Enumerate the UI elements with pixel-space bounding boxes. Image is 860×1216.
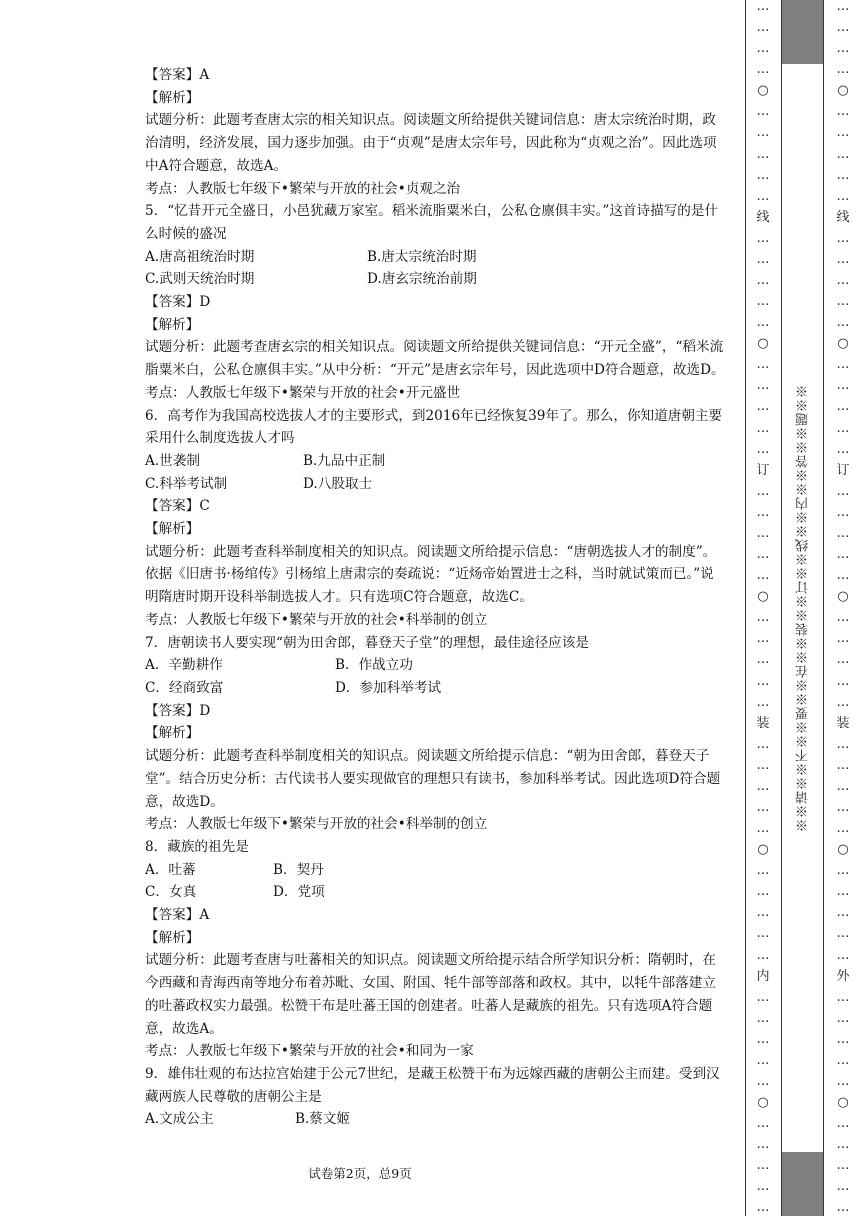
analysis-text: 试题分析：此题考查唐太宗的相关知识点。阅读题文所给提供关键词信息：唐太宗统治时期，政治清明，经济发展，国力逐步加强。由于“贞观”是唐太宗年号，因此称为“贞观之治”。因此选项中A符合题意，故选A。	[145, 112, 717, 174]
answer-label: 【答案】D	[145, 294, 211, 311]
outer-dot: …	[836, 504, 850, 520]
outer-circle-mark: ○	[837, 842, 849, 858]
analysis-label: 【解析】	[145, 725, 200, 742]
inner-dot: …	[756, 315, 770, 331]
outer-dot: …	[836, 0, 850, 14]
inner-dot: …	[756, 736, 770, 752]
outer-dot: …	[836, 989, 850, 1005]
outer-dot: …	[836, 294, 850, 310]
outer-dot: …	[836, 884, 850, 900]
knowledge-point: 考点：人教版七年级下•繁荣与开放的社会•科举制的创立	[145, 816, 488, 833]
outer-dot: …	[836, 1010, 850, 1026]
inner-char-0: 线	[756, 209, 770, 225]
inner-dot: …	[756, 884, 770, 900]
outer-dot: …	[836, 167, 850, 183]
inner-dot: …	[756, 1031, 770, 1047]
outer-dot: …	[836, 652, 850, 668]
question-7-stem: 7．唐朝读书人要实现“朝为田舍郎，暮登天子堂”的理想，最佳途径应该是	[145, 634, 589, 651]
inner-dot: …	[756, 62, 770, 78]
analysis-text: 试题分析：此题考查唐与吐蕃相关的知识点。阅读题文所给提示结合所学知识分析：隋朝时，在今西藏和青海西南等地分布着苏毗、女国、附国、牦牛部等部落和政权。其中，以牦牛部落建立的吐蕃政权实力最强。松赞干布是吐蕃王国的创建者。吐蕃人是藏族的祖先。只有选项A符合题意，故选A。	[145, 952, 716, 1037]
outer-dot: …	[836, 188, 850, 204]
inner-dot: …	[756, 1116, 770, 1132]
outer-dot: …	[836, 610, 850, 626]
inner-dot: …	[756, 926, 770, 942]
inner-dot: …	[756, 947, 770, 963]
question-9-stem: 9．雄伟壮观的布达拉宫始建于公元7世纪，是藏王松赞干布为远嫁西藏的唐朝公主而建。受到汉藏两族人民尊敬的唐朝公主是	[145, 1065, 720, 1105]
question-6-options-row1	[145, 450, 725, 473]
outer-dot: …	[836, 125, 850, 141]
inner-dot: …	[756, 20, 770, 36]
outer-dot: …	[836, 41, 850, 57]
outer-circle-mark: ○	[837, 589, 849, 605]
outer-dot: …	[836, 547, 850, 563]
inner-dot: …	[756, 441, 770, 457]
outer-char-3: 外	[836, 968, 850, 984]
knowledge-point: 考点：人教版七年级下•繁荣与开放的社会•贞观之治	[145, 180, 461, 197]
option-d: D.八股取士	[303, 475, 373, 492]
knowledge-point: 考点：人教版七年级下•繁荣与开放的社会•开元盛世	[145, 384, 461, 401]
inner-dot: …	[756, 989, 770, 1005]
outer-dot: …	[836, 1073, 850, 1089]
outer-dot: …	[836, 357, 850, 373]
question-8-options-row1	[145, 859, 725, 882]
inner-dot: …	[756, 504, 770, 520]
inner-dot: …	[756, 778, 770, 794]
question-8-stem: 8．藏族的祖先是	[145, 838, 249, 855]
question-9-options-row1	[145, 1108, 725, 1131]
outer-dot: …	[836, 905, 850, 921]
inner-dot: …	[756, 1010, 770, 1026]
inner-dot: …	[756, 1073, 770, 1089]
answer-label: 【答案】C	[145, 498, 210, 515]
outer-dot: …	[836, 378, 850, 394]
inner-dot: …	[756, 294, 770, 310]
inner-dot: …	[756, 230, 770, 246]
inner-circle-mark: ○	[757, 842, 769, 858]
analysis-label: 【解析】	[145, 316, 200, 333]
option-a: A.唐高祖统治时期	[145, 248, 255, 265]
question-6-options-row2	[145, 473, 725, 496]
outer-circle-mark: ○	[837, 336, 849, 352]
outer-dot: …	[836, 863, 850, 879]
question-6-stem: 6．高考作为我国高校选拔人才的主要形式，到2016年已经恢复39年了。那么，你知道唐朝主要采用什么制度选拔人才吗	[145, 407, 723, 447]
inner-dot: …	[756, 483, 770, 499]
outer-dot: …	[836, 230, 850, 246]
knowledge-point: 考点：人教版七年级下•繁荣与开放的社会•科举制的创立	[145, 611, 488, 628]
outer-dot: …	[836, 1031, 850, 1047]
inner-char-1: 订	[756, 462, 770, 478]
outer-dot: …	[836, 525, 850, 541]
outer-circle-mark: ○	[837, 83, 849, 99]
option-d: D.唐玄宗统治前期	[367, 271, 477, 288]
outer-dot: …	[836, 947, 850, 963]
option-b: B.蔡文姬	[295, 1111, 351, 1128]
inner-dot: …	[756, 652, 770, 668]
inner-circle-mark: ○	[757, 83, 769, 99]
outer-dot: …	[836, 20, 850, 36]
question-8-options-row2	[145, 881, 725, 904]
inner-dot: …	[756, 799, 770, 815]
question-7-options-row2	[145, 677, 725, 700]
option-b: B.唐太宗统治时期	[367, 248, 477, 265]
outer-dot: …	[836, 420, 850, 436]
option-a: A．辛勤耕作	[145, 657, 223, 674]
outer-dot: …	[836, 631, 850, 647]
inner-dot: …	[756, 1158, 770, 1174]
analysis-label: 【解析】	[145, 89, 200, 106]
outer-dot: …	[836, 799, 850, 815]
option-d: D．党项	[273, 884, 325, 901]
inner-dot: …	[756, 357, 770, 373]
inner-dot: …	[756, 1179, 770, 1195]
outer-dot: …	[836, 694, 850, 710]
binding-border-mid-right	[823, 0, 824, 1216]
option-c: C．经商致富	[145, 679, 224, 696]
answer-label: 【答案】D	[145, 702, 211, 719]
outer-dot: …	[836, 568, 850, 584]
inner-dot: …	[756, 694, 770, 710]
outer-char-2: 装	[836, 715, 850, 731]
outer-dot: …	[836, 1158, 850, 1174]
analysis-text: 试题分析：此题考查科举制度相关的知识点。阅读题文所给提示信息：“唐朝选拔人才的制度”。依据《旧唐书·杨绾传》引杨绾上唐肃宗的奏疏说：“近炀帝始置进士之科，当时就试策而已。”说明隋唐时期开设科举制选拔人才。只有选项C符合题意，故选C。	[145, 543, 717, 606]
option-a: A.文成公主	[145, 1111, 214, 1128]
binding-inner-dotline	[756, 0, 770, 1216]
inner-char-2: 装	[756, 715, 770, 731]
option-c: C.武则天统治时期	[145, 271, 255, 288]
analysis-label: 【解析】	[145, 929, 200, 946]
inner-dot: …	[756, 863, 770, 879]
inner-dot: …	[756, 273, 770, 289]
inner-dot: …	[756, 1200, 770, 1216]
inner-dot: …	[756, 420, 770, 436]
inner-dot: …	[756, 1052, 770, 1068]
analysis-text: 试题分析：此题考查科举制度相关的知识点。阅读题文所给提示信息：“朝为田舍郎，暮登天子堂”。结合历史分析：古代读书人要实现做官的理想只有读书，参加科举考试。因此选项D符合题意，故选D。	[145, 748, 721, 810]
inner-char-3: 内	[756, 968, 770, 984]
knowledge-point: 考点：人教版七年级下•繁荣与开放的社会•和同为一家	[145, 1043, 474, 1060]
outer-dot: …	[836, 315, 850, 331]
option-b: B．契丹	[273, 861, 324, 878]
outer-dot: …	[836, 1116, 850, 1132]
outer-char-1: 订	[836, 462, 850, 478]
exam-content	[145, 64, 725, 1131]
outer-dot: …	[836, 1179, 850, 1195]
analysis-text: 试题分析：此题考查唐玄宗的相关知识点。阅读题文所给提供关键词信息：“开元全盛”，“稻米流脂粟米白，公私仓廪俱丰实。”从中分析：“开元”是唐玄宗年号，因此选项中D符合题意，故选D。	[145, 339, 725, 379]
binding-border-mid-left	[781, 0, 782, 1216]
outer-dot: …	[836, 673, 850, 689]
outer-dot: …	[836, 821, 850, 837]
analysis-label: 【解析】	[145, 521, 200, 538]
answer-label: 【答案】A	[145, 907, 210, 924]
outer-dot: …	[836, 251, 850, 267]
inner-dot: …	[756, 104, 770, 120]
inner-dot: …	[756, 251, 770, 267]
inner-dot: …	[756, 821, 770, 837]
outer-dot: …	[836, 1200, 850, 1216]
outer-dot: …	[836, 778, 850, 794]
inner-dot: …	[756, 0, 770, 14]
outer-dot: …	[836, 736, 850, 752]
option-c: C．女真	[145, 884, 197, 901]
option-b: B.九品中正制	[303, 452, 386, 469]
inner-dot: …	[756, 525, 770, 541]
option-d: D．参加科举考试	[335, 679, 442, 696]
outer-dot: …	[836, 757, 850, 773]
binding-notice: ※※请※※不※※要※※在※※装※※订※※线※※内※※答※※题※※	[795, 384, 811, 832]
inner-dot: …	[756, 399, 770, 415]
inner-dot: …	[756, 146, 770, 162]
question-5-options-row2	[145, 268, 725, 291]
question-5-stem: 5．“忆昔开元全盛日，小邑犹藏万家室。稻米流脂粟米白，公私仓廪俱丰实。”这首诗描写的是什么时候的盛况	[145, 203, 719, 242]
inner-dot: …	[756, 41, 770, 57]
outer-char-0: 线	[836, 209, 850, 225]
inner-circle-mark: ○	[757, 589, 769, 605]
inner-dot: …	[756, 610, 770, 626]
inner-dot: …	[756, 125, 770, 141]
inner-circle-mark: ○	[757, 336, 769, 352]
outer-dot: …	[836, 441, 850, 457]
answer-label: 【答案】A	[145, 67, 210, 83]
option-a: A．吐蕃	[145, 861, 196, 878]
inner-dot: …	[756, 905, 770, 921]
outer-dot: …	[836, 926, 850, 942]
inner-dot: …	[756, 673, 770, 689]
binding-border-left	[745, 0, 746, 1216]
outer-dot: …	[836, 104, 850, 120]
outer-dot: …	[836, 273, 850, 289]
outer-dot: …	[836, 399, 850, 415]
page-footer: 试卷第2页，总9页	[308, 1166, 412, 1181]
inner-dot: …	[756, 547, 770, 563]
binding-outer-dotline	[836, 0, 850, 1216]
question-5-options-row1	[145, 246, 725, 269]
outer-circle-mark: ○	[837, 1095, 849, 1111]
option-b: B．作战立功	[335, 657, 413, 674]
inner-dot: …	[756, 1137, 770, 1153]
inner-dot: …	[756, 378, 770, 394]
inner-dot: …	[756, 167, 770, 183]
outer-dot: …	[836, 1137, 850, 1153]
outer-dot: …	[836, 1052, 850, 1068]
inner-dot: …	[756, 631, 770, 647]
outer-dot: …	[836, 483, 850, 499]
outer-dot: …	[836, 146, 850, 162]
inner-circle-mark: ○	[757, 1095, 769, 1111]
inner-dot: …	[756, 568, 770, 584]
option-c: C.科举考试制	[145, 475, 228, 492]
inner-dot: …	[756, 188, 770, 204]
question-7-options-row1	[145, 654, 725, 677]
inner-dot: …	[756, 757, 770, 773]
option-a: A.世袭制	[145, 452, 200, 469]
outer-dot: …	[836, 62, 850, 78]
